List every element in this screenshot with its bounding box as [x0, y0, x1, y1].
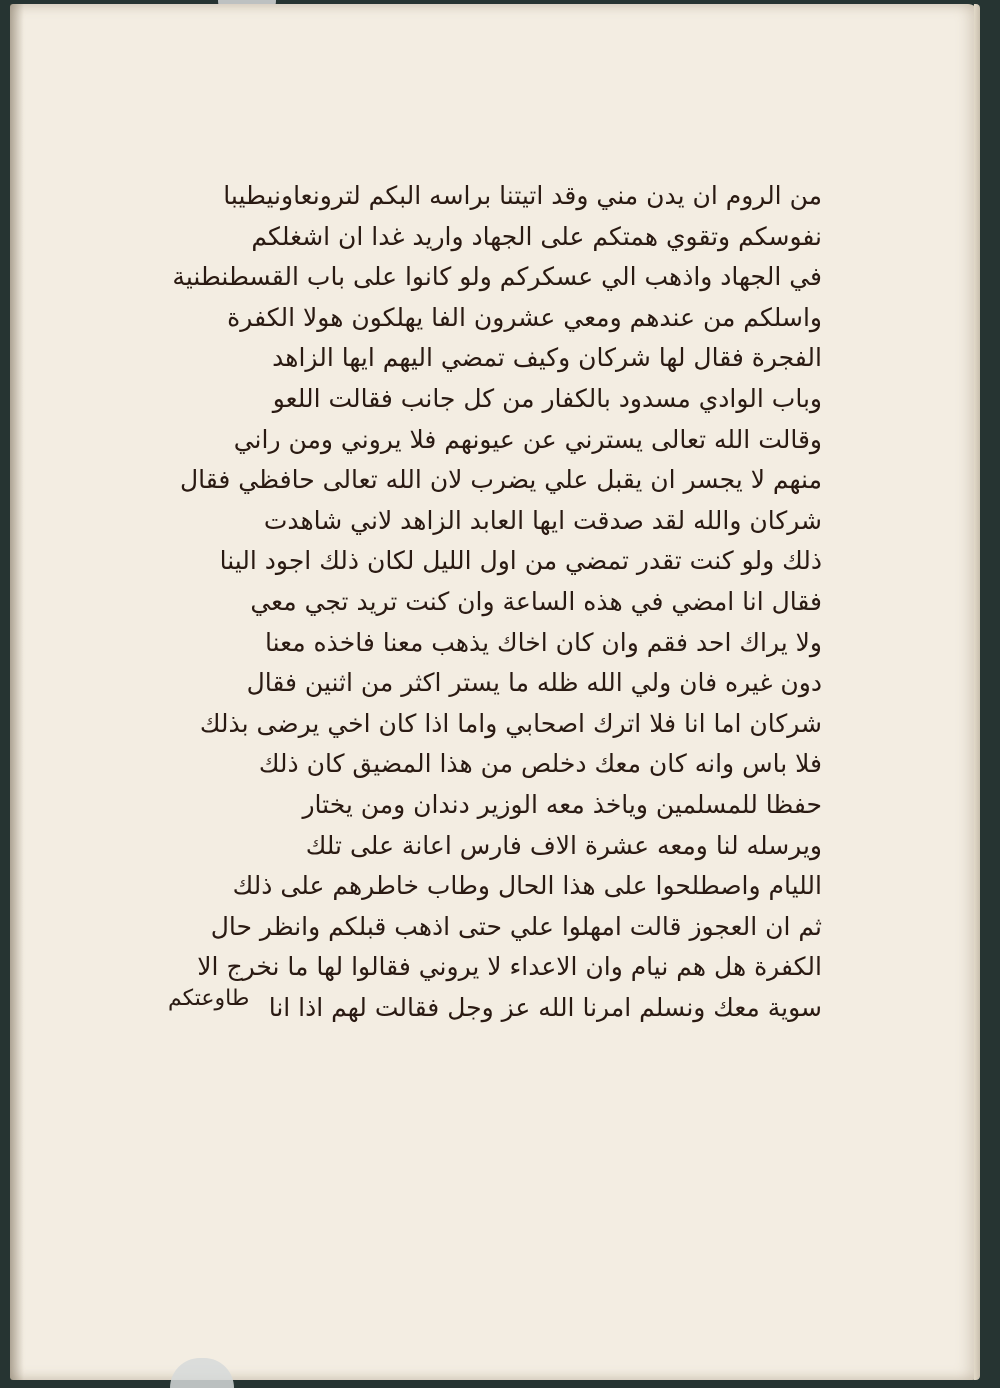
text-line-15: فلا باس وانه كان معك دخلص من هذا المضيق كان ذلك	[258, 749, 822, 779]
text-line-6: وباب الوادي مسدود بالكفار من كل جانب فقالت اللعو	[272, 383, 822, 413]
page-edge	[974, 4, 980, 1380]
text-line-13: دون غيره فان ولي الله ظله ما يستر اكثر من اثنين فقال	[246, 668, 822, 698]
text-line-16: حفظا للمسلمين وياخذ معه الوزير دندان ومن يختار	[302, 789, 822, 819]
text-line-3: في الجهاد واذهب الي عسكركم ولو كانوا على باب القسطنطنية	[172, 262, 822, 292]
text-line-4: واسلكم من عندهم ومعي عشرون الفا يهلكون هولا الكفرة	[227, 302, 822, 332]
text-line-5: الفجرة فقال لها شركان وكيف تمضي اليهم ايها الزاهد	[272, 343, 822, 373]
text-line-9: شركان والله لقد صدقت ايها العابد الزاهد لاني شاهدت	[263, 505, 822, 535]
text-line-14: شركان اما انا فلا اترك اصحابي واما اذا كان اخي يرضى بذلك	[199, 708, 822, 738]
manuscript-text	[110, 176, 822, 1028]
text-line-19: ثم ان العجوز قالت امهلوا علي حتى اذهب قبلكم وانظر حال	[210, 911, 822, 941]
text-line-10: ذلك ولو كنت تقدر تمضي من اول الليل لكان ذلك اجود الينا	[219, 546, 822, 576]
text-line-2: نفوسكم وتقوي همتكم على الجهاد واريد غدا ان اشغلكم	[251, 221, 822, 251]
catchword: طاوعتكم	[168, 986, 250, 1011]
text-line-20: الكفرة هل هم نيام وان الاعداء لا يروني فقالوا لها ما نخرج الا	[197, 952, 822, 982]
text-line-17: ويرسله لنا ومعه عشرة الاف فارس اعانة على تلك	[305, 830, 822, 860]
text-line-18: الليام واصطلحوا على هذا الحال وطاب خاطرهم على ذلك	[232, 871, 822, 901]
text-line-12: ولا يراك احد فقم وان كان اخاك يذهب معنا فاخذه معنا	[264, 627, 822, 657]
text-line-11: فقال انا امضي في هذه الساعة وان كنت تريد تجي معي	[250, 586, 822, 616]
page-gutter-shadow	[10, 4, 24, 1380]
text-line-1: من الروم ان يدن مني وقد اتيتنا براسه البكم لترونعاونيطيبا	[223, 181, 822, 210]
text-line-7: وقالت الله تعالى يسترني عن عيونهم فلا يروني ومن راني	[233, 424, 822, 454]
text-line-8: منهم لا يجسر ان يقبل علي يضرب لان الله تعالى حافظي فقال	[179, 465, 822, 495]
text-line-21: سوية معك ونسلم امرنا الله عز وجل فقالت لهم اذا انا	[268, 992, 822, 1022]
